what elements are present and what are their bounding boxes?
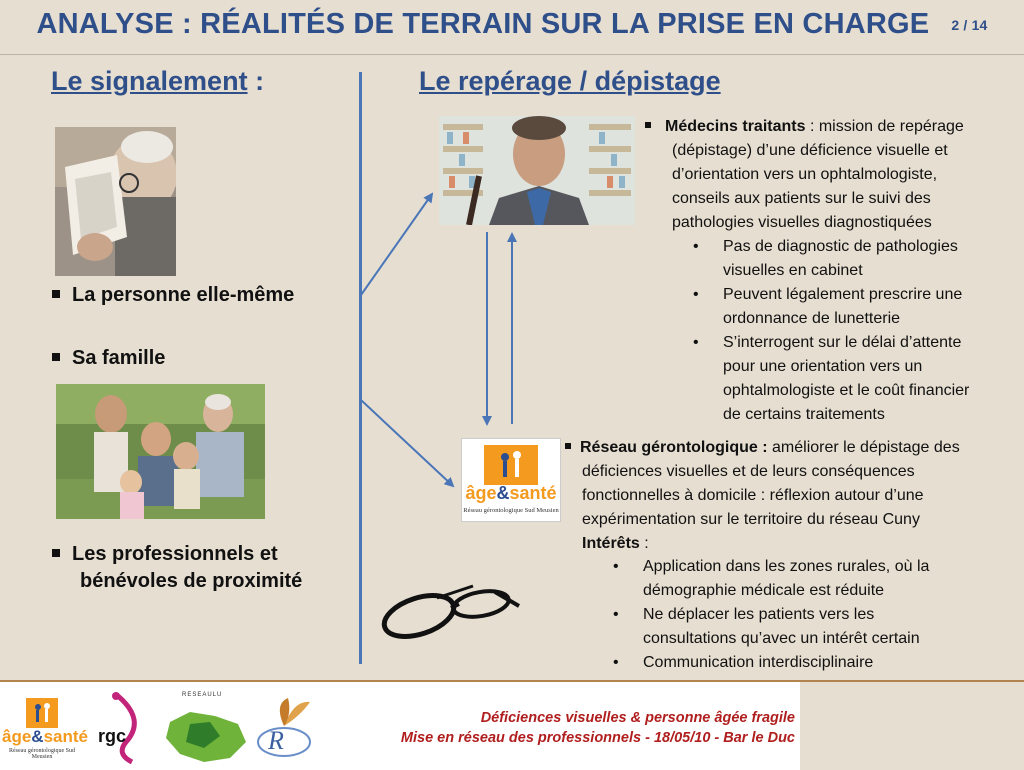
bullet-square — [645, 122, 651, 128]
page-number: 2 / 14 — [951, 17, 988, 34]
item-professionnels-text: Les professionnels et — [72, 543, 278, 565]
reseaulu-text: RESEAULU — [182, 692, 223, 698]
medecins-b1-l2: visuelles en cabinet — [723, 262, 863, 279]
footer-right-strip — [800, 682, 1024, 770]
medecins-b3-l4: de certains traitements — [723, 406, 885, 423]
item-professionnels-text-2: bénévoles de proximité — [80, 570, 303, 592]
item-famille-text: Sa famille — [72, 347, 166, 369]
reseau-b3-l1: Communication interdisciplinaire — [643, 654, 874, 671]
footer-line-2: Mise en réseau des professionnels - 18/05/10 - Bar le Duc — [400, 730, 795, 746]
reseaulu-logo — [160, 692, 250, 768]
reseau-text-2: fonctionnelles à domicile : réflexion autour d’une — [582, 487, 924, 504]
interets-suffix: : — [639, 535, 649, 552]
medecins-text-0: : mission de repérage — [809, 118, 964, 135]
footer-logo-age-sante — [2, 696, 88, 766]
bullet-dot: • — [693, 286, 699, 303]
bullet-dot: • — [613, 606, 619, 623]
logo-amp: & — [496, 483, 510, 503]
reseau-text-0: améliorer le dépistage des — [767, 439, 960, 456]
medecins-text-1: (dépistage) d’une déficience visuelle et — [672, 142, 948, 159]
glasses-image — [377, 582, 522, 644]
footer-line-1: Déficiences visuelles & personne âgée fragile — [480, 710, 795, 726]
medecins-b3-l2: pour une orientation vers un — [723, 358, 923, 375]
medecins-b2-l2: ordonnance de lunetterie — [723, 310, 901, 327]
footer-logo-sante: santé — [43, 727, 88, 746]
reseau-label: Réseau gérontologique : — [580, 439, 768, 456]
item-personne-text: La personne elle-même — [72, 284, 295, 306]
rgc-logo — [96, 690, 156, 766]
bullet-dot: • — [613, 654, 619, 671]
footer — [0, 680, 1024, 770]
bullet-dot: • — [693, 334, 699, 351]
logo-sante: santé — [509, 483, 557, 503]
medecins-b2-l1: Peuvent légalement prescrire une — [723, 286, 963, 303]
heading-reperage-text: Le repérage / dépistage — [419, 66, 721, 96]
logo-age: âge — [465, 483, 497, 503]
footer-logo-amp: & — [31, 727, 44, 746]
medecins-b1-l1: Pas de diagnostic de pathologies — [723, 238, 958, 255]
logo-caption: Réseau gérontologique Sud Meusien — [463, 507, 559, 514]
reseau-b2-l2: consultations qu’avec un intérêt certain — [643, 630, 920, 647]
bullet-dot: • — [693, 238, 699, 255]
medecins-label: Médecins traitants — [665, 118, 806, 135]
footer-caption — [300, 708, 795, 748]
reseau-bullet-3 — [613, 651, 874, 675]
footer-logo-caption: Réseau gérontologique Sud Meusien — [9, 748, 75, 760]
medecins-bullet-3 — [693, 331, 970, 427]
reseau-bullet-1 — [613, 555, 930, 603]
reseau-text-1: déficiences visuelles et de leurs conséquences — [582, 463, 915, 480]
reseau-b1-l2: démographie médicale est réduite — [643, 582, 885, 599]
bullet-square — [565, 443, 571, 449]
r-logo-letter: R — [268, 726, 284, 755]
bullet-dot: • — [613, 558, 619, 575]
arrow-to-reseau — [361, 400, 453, 486]
medecins-line-1 — [645, 115, 1020, 139]
arrow-to-medecins — [361, 194, 432, 295]
medecins-block — [645, 115, 1020, 235]
reseau-text-3: expérimentation sur le territoire du réseau Cuny — [582, 511, 920, 528]
medecins-b3-l3: ophtalmologiste et le coût financier — [723, 382, 970, 399]
reseau-bullet-2 — [613, 603, 920, 651]
rgc-text: rgc — [98, 726, 127, 746]
reseau-block — [565, 436, 1020, 556]
title-text: ANALYSE : RÉALITÉS DE TERRAIN SUR LA PRISE EN CHARGE — [36, 8, 930, 40]
reseau-line-1 — [565, 436, 1020, 460]
heading-signalement-colon: : — [247, 66, 265, 96]
reseau-b2-l1: Ne déplacer les patients vers les — [643, 606, 875, 623]
footer-logo-wordmark — [2, 727, 88, 746]
medecins-text-3: conseils aux patients sur le suivi des — [672, 190, 931, 207]
footer-logo-age: âge — [2, 727, 32, 746]
medecins-bullet-1 — [693, 235, 958, 283]
medecins-b3-l1: S’interrogent sur le délai d’attente — [723, 334, 962, 351]
reseau-interets — [565, 532, 1020, 556]
interets-label: Intérêts — [582, 535, 640, 552]
medecins-text-2: d’orientation vers un ophtalmologiste, — [672, 166, 938, 183]
reseau-b1-l1: Application dans les zones rurales, où la — [643, 558, 930, 575]
medecins-bullet-2 — [693, 283, 963, 331]
heading-signalement-text: Le signalement — [51, 66, 248, 96]
medecins-text-4: pathologies visuelles diagnostiquées — [672, 214, 932, 231]
